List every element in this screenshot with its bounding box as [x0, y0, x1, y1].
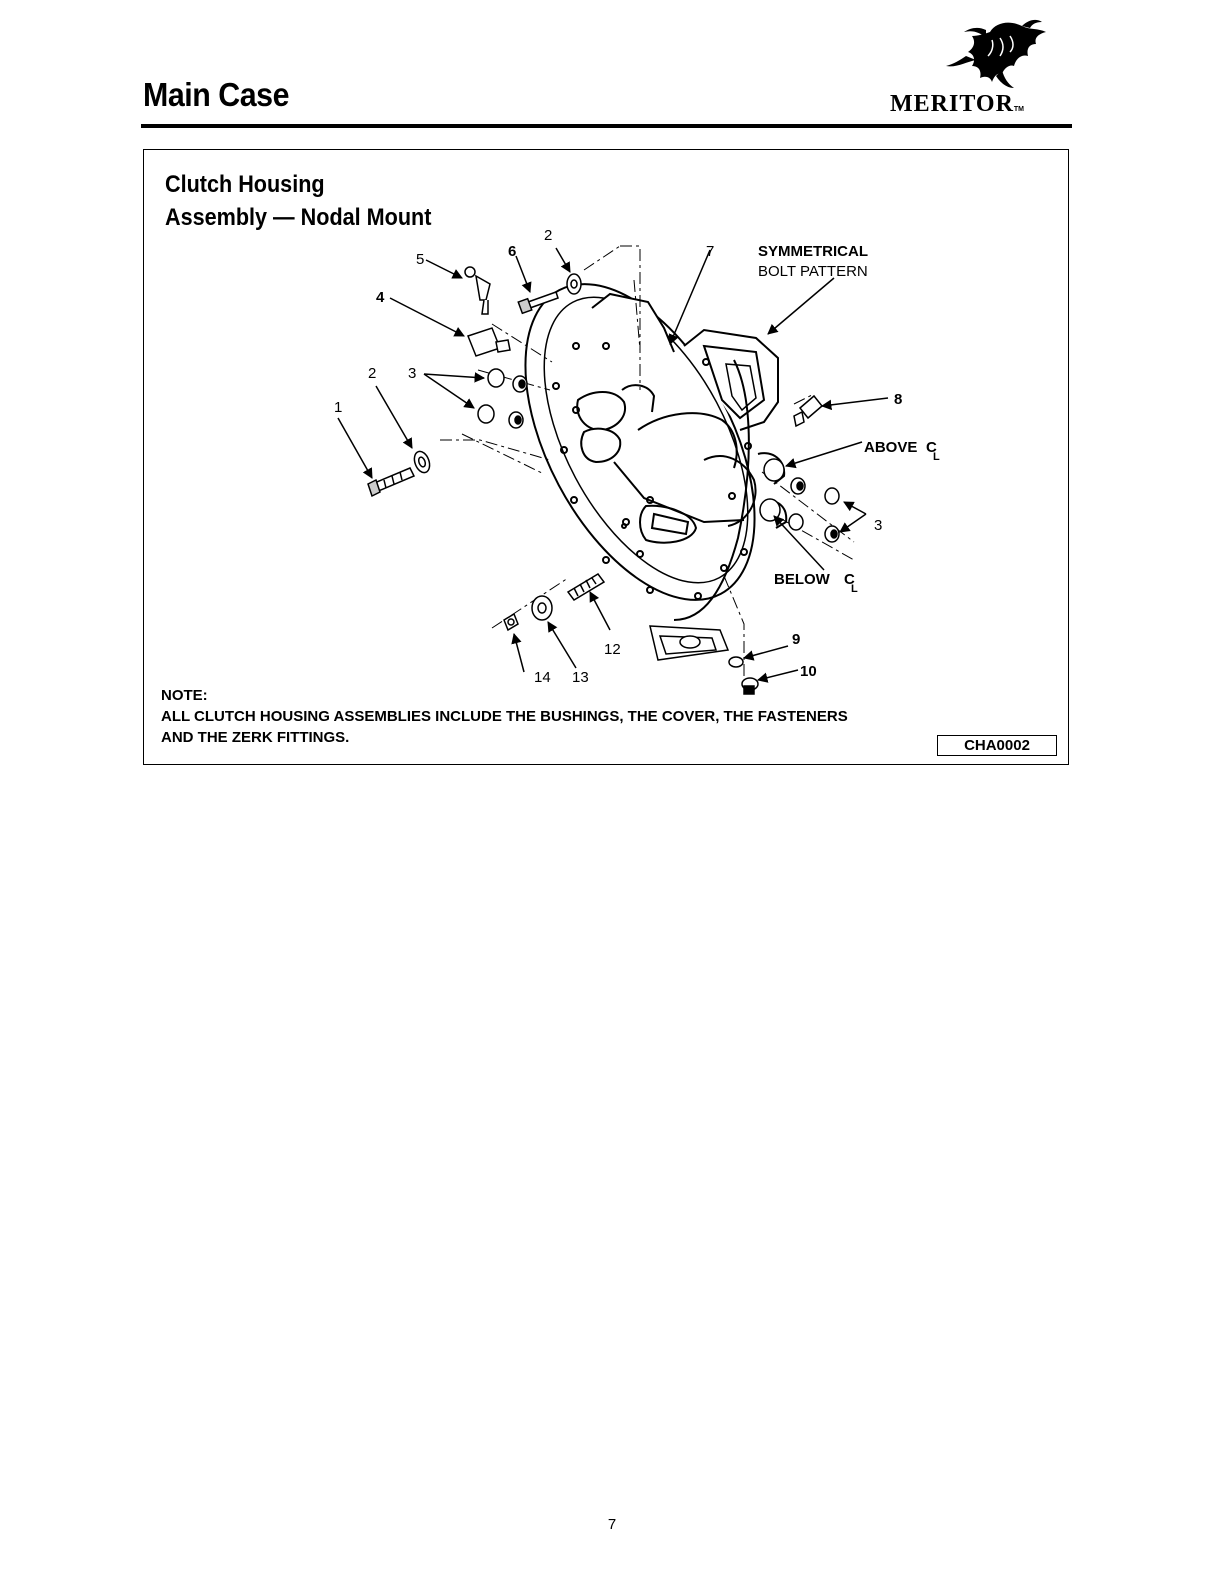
figure-title — [165, 168, 431, 234]
figure-note — [161, 685, 1041, 748]
nut-item-14 — [504, 614, 518, 630]
callout-7: 7 — [706, 243, 715, 260]
callout-12: 12 — [604, 641, 621, 658]
zerk-fitting-item-5 — [465, 267, 490, 314]
logo-wordmark: MERITOR — [890, 91, 1014, 117]
page-number: 7 — [607, 1516, 617, 1533]
callout-1: 1 — [334, 399, 343, 416]
label-bolt-pattern: BOLT PATTERN — [758, 263, 868, 280]
fitting-item-8 — [794, 396, 822, 426]
exploded-diagram — [144, 150, 1070, 766]
plug-item-9 — [729, 657, 743, 667]
figure-title-line2: Assembly — Nodal Mount — [165, 204, 432, 231]
washer-item-2-top — [567, 274, 581, 294]
callout-14: 14 — [534, 669, 551, 686]
callout-3-left: 3 — [408, 365, 417, 382]
callout-5: 5 — [416, 251, 425, 268]
callout-4: 4 — [376, 289, 385, 306]
above-centerline-l: L — [933, 451, 940, 463]
stud-item-12 — [568, 574, 604, 600]
bushings-item-3-left — [478, 369, 527, 428]
callout-8: 8 — [894, 391, 903, 408]
bolt-item-1 — [368, 468, 414, 496]
figure-code: CHA0002 — [937, 735, 1057, 756]
header-rule — [141, 124, 1072, 128]
washer-item-13 — [532, 596, 552, 620]
callout-2-left: 2 — [368, 365, 377, 382]
fitting-item-4 — [468, 328, 510, 356]
callout-9: 9 — [792, 631, 801, 648]
page-title: Main Case — [143, 76, 290, 113]
figure-frame — [143, 149, 1069, 765]
callout-2-top: 2 — [544, 227, 553, 244]
trademark-mark: TM — [1013, 106, 1025, 113]
washer-item-2-left — [412, 449, 433, 474]
label-below: BELOW — [774, 571, 830, 588]
cover-item-11 — [650, 626, 728, 660]
callout-3-right: 3 — [874, 517, 883, 534]
below-centerline-c: C — [844, 571, 855, 588]
callout-6: 6 — [508, 243, 517, 260]
callout-13: 13 — [572, 669, 589, 686]
note-heading: NOTE: — [161, 687, 208, 704]
note-line-1: ALL CLUTCH HOUSING ASSEMBLIES INCLUDE THE BUSHINGS, THE COVER, THE FASTENERS — [161, 708, 848, 725]
callout-10: 10 — [800, 663, 817, 680]
below-centerline-l: L — [851, 583, 858, 595]
label-symmetrical: SYMMETRICAL — [758, 243, 868, 260]
meritor-logo — [890, 18, 1074, 122]
bull-emblem-icon — [930, 18, 1050, 94]
figure-title-line1: Clutch Housing — [165, 171, 325, 198]
label-above: ABOVE — [864, 439, 918, 456]
above-centerline-c: C — [926, 439, 937, 456]
note-line-2: AND THE ZERK FITTINGS. — [161, 729, 350, 746]
